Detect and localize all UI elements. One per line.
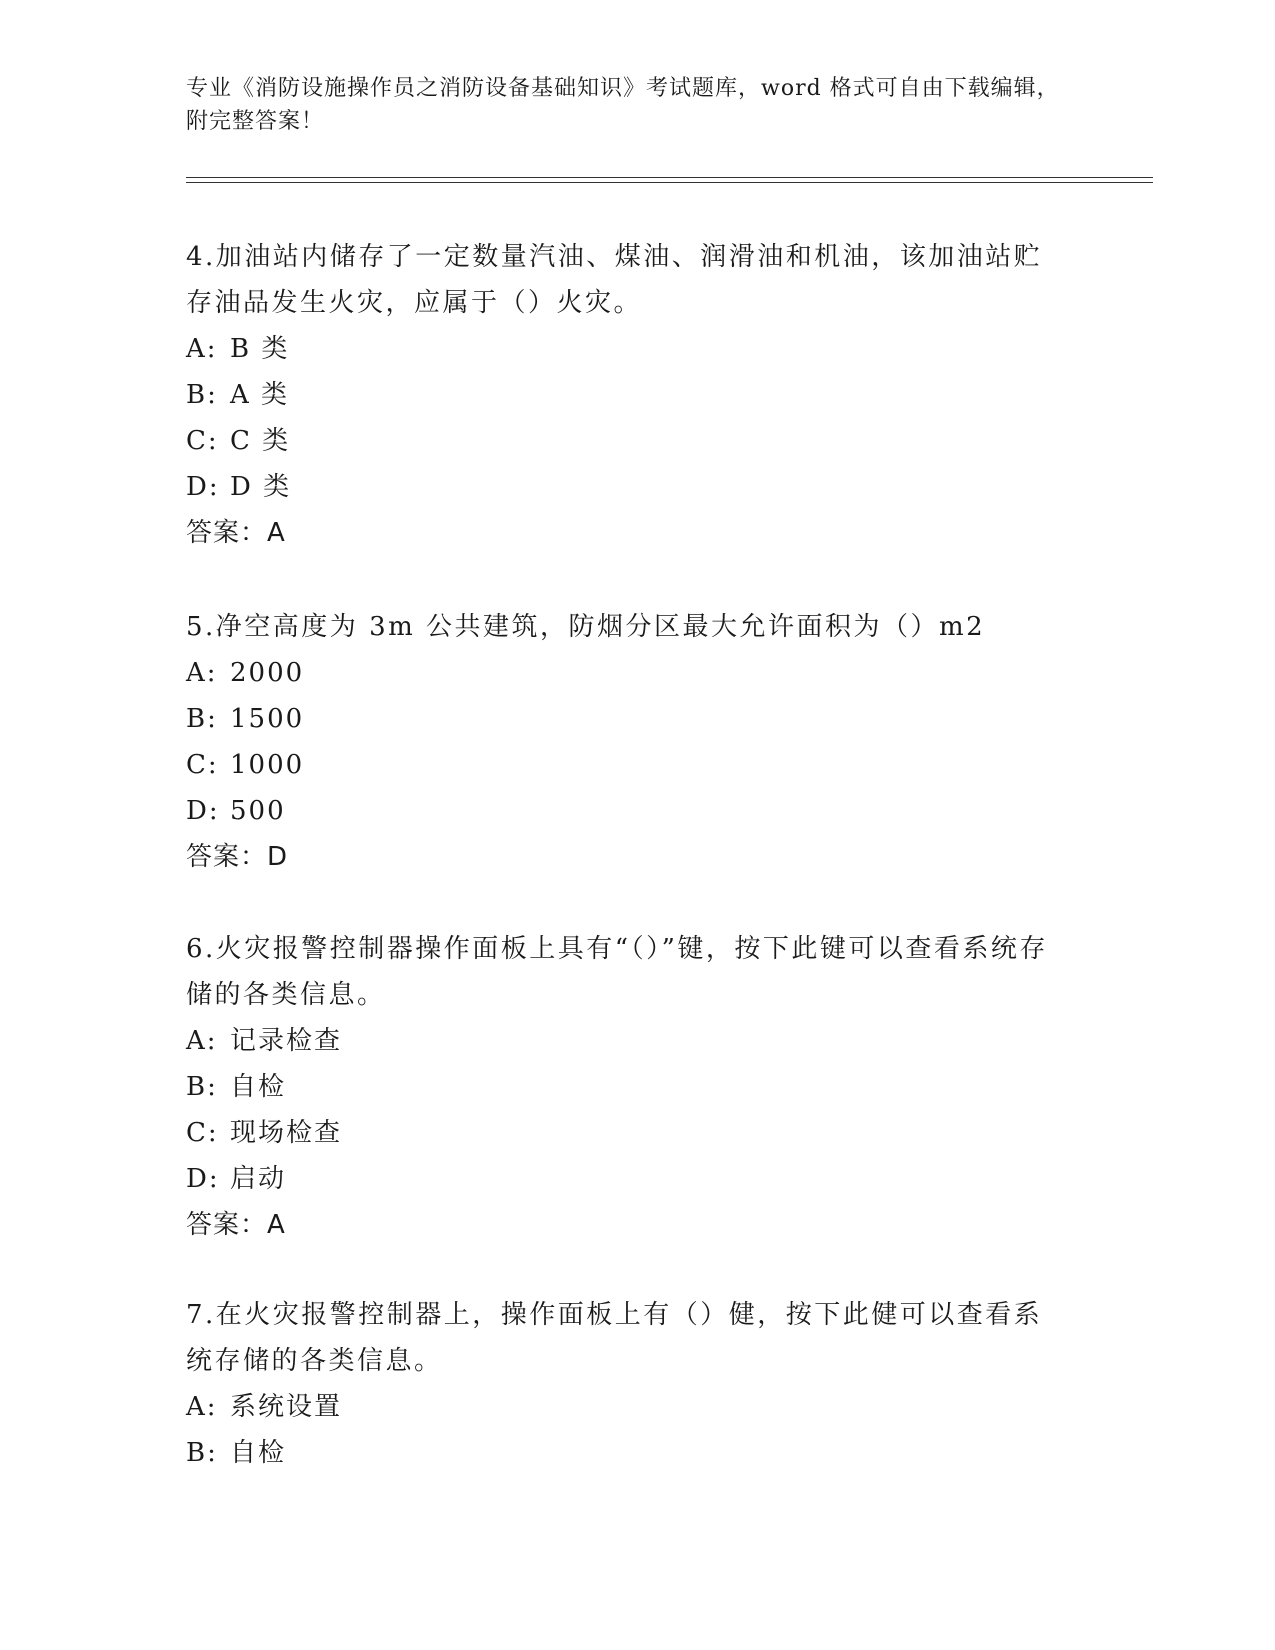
option-d — [186, 1156, 1066, 1202]
option-a — [186, 650, 1066, 696]
option-key: C: — [186, 426, 219, 456]
option-key: A: — [186, 334, 218, 364]
option-text: 500 — [230, 796, 286, 826]
option-key: B: — [186, 704, 218, 734]
question-stem: 6.火灾报警控制器操作面板上具有“（）”键，按下此键可以查看系统存储的各类信息。 — [186, 934, 1048, 1010]
answer-line: 答案：A — [186, 518, 286, 548]
option-key: C: — [186, 750, 219, 780]
answer-line: 答案：D — [186, 842, 289, 872]
option-text: 自检 — [230, 1072, 287, 1102]
option-key: D: — [186, 796, 220, 826]
option-d — [186, 464, 1066, 510]
option-key: C: — [186, 1118, 219, 1148]
option-text: 现场检查 — [230, 1118, 343, 1148]
option-key: B: — [186, 1438, 218, 1468]
question-7 — [186, 1292, 1066, 1476]
header-divider-bottom — [186, 182, 1153, 183]
document-header: 专业《消防设施操作员之消防设备基础知识》考试题库，word 格式可自由下载编辑，附完整答案！ — [186, 76, 1060, 134]
answer-line: 答案：A — [186, 1210, 286, 1240]
option-text: 自检 — [230, 1438, 287, 1468]
option-c — [186, 1110, 1066, 1156]
question-stem: 7.在火灾报警控制器上，操作面板上有（）健，按下此健可以查看系统存储的各类信息。 — [186, 1300, 1043, 1376]
header-divider-top — [186, 177, 1153, 178]
option-b — [186, 1430, 1066, 1476]
option-key: A: — [186, 1026, 218, 1056]
option-d — [186, 788, 1066, 834]
option-a — [186, 1384, 1066, 1430]
question-stem: 4.加油站内储存了一定数量汽油、煤油、润滑油和机油，该加油站贮存油品发生火灾，应属于（）火灾。 — [186, 242, 1043, 318]
option-text: B 类 — [230, 334, 290, 364]
question-4 — [186, 234, 1066, 556]
option-text: 启动 — [230, 1164, 287, 1194]
option-key: A: — [186, 658, 218, 688]
option-key: A: — [186, 1392, 218, 1422]
option-key: B: — [186, 380, 218, 410]
option-b — [186, 372, 1066, 418]
option-a — [186, 1018, 1066, 1064]
option-b — [186, 1064, 1066, 1110]
question-stem: 5.净空高度为 3m 公共建筑，防烟分区最大允许面积为（）m2 — [186, 612, 986, 642]
option-b — [186, 696, 1066, 742]
option-text: C 类 — [230, 426, 291, 456]
option-key: D: — [186, 1164, 220, 1194]
option-key: D: — [186, 472, 220, 502]
option-text: 记录检查 — [230, 1026, 343, 1056]
option-text: D 类 — [230, 472, 292, 502]
question-5 — [186, 604, 1066, 880]
question-6 — [186, 926, 1066, 1248]
option-text: 1500 — [230, 704, 305, 734]
option-text: 系统设置 — [230, 1392, 343, 1422]
option-c — [186, 418, 1066, 464]
option-text: A 类 — [230, 380, 290, 410]
option-text: 1000 — [230, 750, 305, 780]
option-text: 2000 — [230, 658, 305, 688]
option-c — [186, 742, 1066, 788]
option-key: B: — [186, 1072, 218, 1102]
option-a — [186, 326, 1066, 372]
